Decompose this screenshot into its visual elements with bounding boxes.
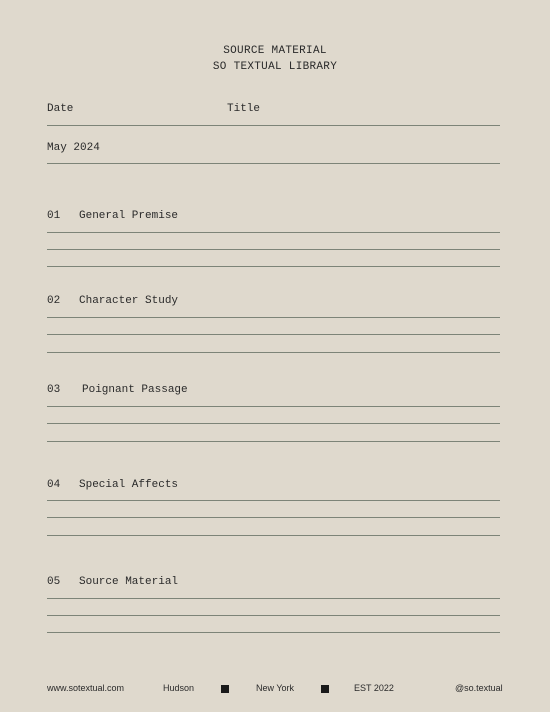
section-number: 03 xyxy=(47,384,61,396)
section-rule xyxy=(47,632,500,633)
section-rule xyxy=(47,352,500,353)
section-number: 04 xyxy=(47,479,61,491)
section-title: Poignant Passage xyxy=(82,384,188,396)
section-title: Special Affects xyxy=(79,479,179,491)
footer-established: EST 2022 xyxy=(354,683,394,693)
section-title: Character Study xyxy=(79,295,179,307)
section-rule xyxy=(47,334,500,335)
footer-website: www.sotextual.com xyxy=(47,683,125,693)
footer-city2: New York xyxy=(256,683,295,693)
square-divider-icon xyxy=(221,685,229,693)
section-rule xyxy=(47,517,500,518)
section-number: 02 xyxy=(47,295,61,307)
section-title: General Premise xyxy=(79,210,179,222)
section-rule xyxy=(47,266,500,267)
section-number: 05 xyxy=(47,576,61,588)
section-rule xyxy=(47,598,500,599)
section-title: Source Material xyxy=(79,576,179,588)
section-number: 01 xyxy=(47,210,61,222)
section-rule xyxy=(47,535,500,536)
section-rule xyxy=(47,441,500,442)
title-label: Title xyxy=(227,103,261,115)
header-title: SOURCE MATERIAL xyxy=(223,45,327,57)
date-value-rule xyxy=(47,163,500,164)
section-rule xyxy=(47,232,500,233)
header-subtitle: SO TEXTUAL LIBRARY xyxy=(212,61,338,73)
footer-handle: @so.textual xyxy=(455,683,503,693)
section-rule xyxy=(47,317,500,318)
section-rule xyxy=(47,406,500,407)
date-value: May 2024 xyxy=(47,142,100,154)
square-divider-icon xyxy=(321,685,329,693)
date-title-rule xyxy=(47,125,500,126)
section-rule xyxy=(47,500,500,501)
footer-city1: Hudson xyxy=(163,683,195,693)
section-rule xyxy=(47,423,500,424)
date-label: Date xyxy=(47,103,74,115)
section-rule xyxy=(47,249,500,250)
section-rule xyxy=(47,615,500,616)
